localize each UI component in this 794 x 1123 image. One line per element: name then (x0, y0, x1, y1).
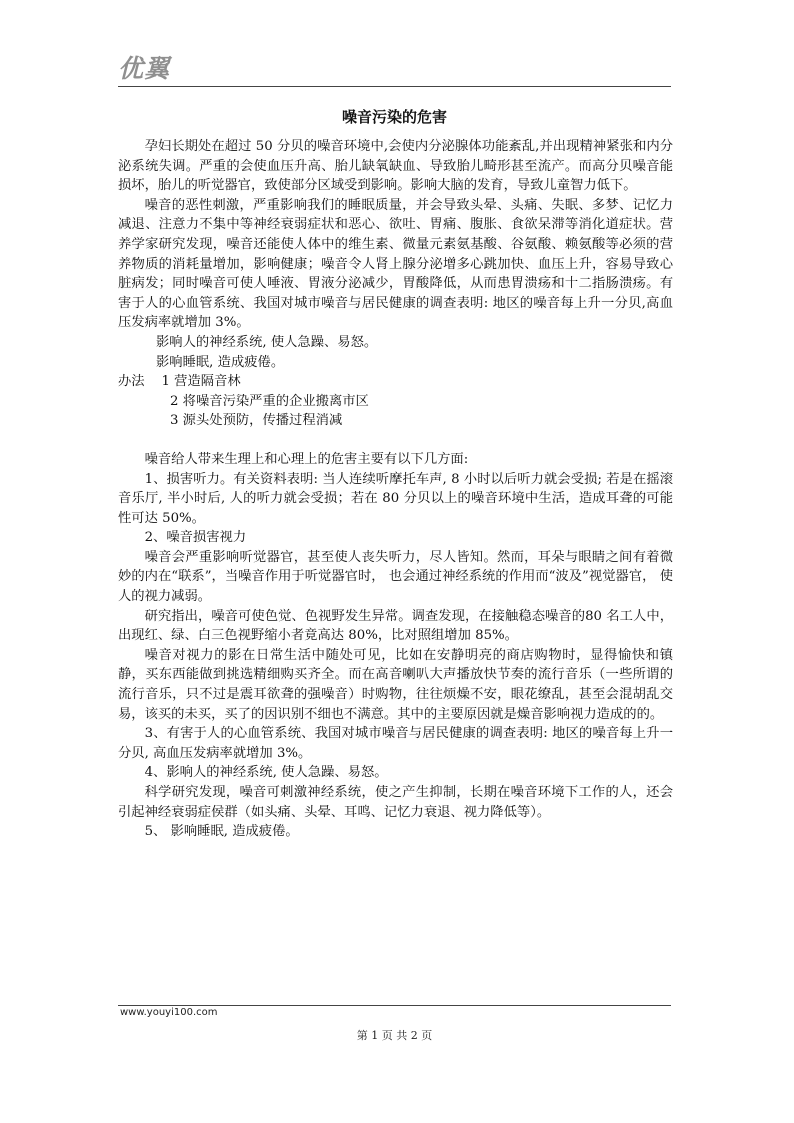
blank-line (118, 431, 673, 450)
paragraph-sleep-health: 噪音的恶性刺激，严重影响我们的睡眠质量，并会导致头晕、头痛、失眠、多梦、记忆力减退、注意力不集中等神经衰弱症状和恶心、欲吐、胃痛、腹胀、食欲呆滞等消化道症状。营养学家研究发现，噪音还能使人体中的维生素、微量元素氨基酸、谷氨酸、赖氨酸等必须的营养物质的消耗量增加，影响健康；噪音令人肾上腺分泌增多心跳加快、血压上升，容易导致心脏病发；同时噪音可使人唾液、胃液分泌减少，胃酸降低，从而患胃溃疡和十二指肠溃疡。有害于人的心血管系统、我国对城市噪音与居民健康的调查表明: 地区的噪音每上升一分贝,高血压发病率就增加 3%。 (118, 197, 673, 331)
paragraph-intro-harms: 噪音给人带来生理上和心理上的危害主要有以下几方面: (144, 451, 469, 467)
page-header (118, 52, 671, 87)
paragraph-nervous: 4、影响人的神经系统, 使人急躁、易怒。 (144, 765, 388, 781)
paragraph-vision-2: 研究指出，噪音可使色觉、色视野发生异常。调查发现，在接触稳态噪音的80 名工人中，出现红、绿、白三色视野缩小者竟高达 80%，比对照组增加 85%。 (118, 608, 673, 644)
point-sleep: 影响睡眠, 造成疲倦。 (156, 354, 285, 370)
paragraph-cardiovascular: 3、有害于人的心血管系统、我国对城市噪音与居民健康的调查表明: 地区的噪音每上升一分贝, 高血压发病率就增加 3%。 (118, 726, 673, 761)
paragraph-hearing: 1、损害听力。有关资料表明: 当人连续听摩托车声, 8 小时以后听力就会受损; 若是在摇滚音乐厅, 半小时后, 人的听力就会受损；若在 80 分贝以上的噪音环境中生活，造成耳聋的可能性可达 50%。 (118, 471, 673, 526)
youyi-logo: 优翼 (118, 54, 171, 83)
paragraph-pregnancy: 孕妇长期处在超过 50 分贝的噪音环境中,会使内分泌腺体功能紊乱,并出现精神紧张和内分泌系统失调。严重的会使血压升高、胎儿缺氧缺血、导致胎儿畸形甚至流产。而高分贝噪音能损坏，胎儿的听觉器官，致使部分区域受到影响。影响大脑的发育，导致儿童智力低下。 (118, 139, 673, 194)
paragraph-vision-3: 噪音对视力的影在日常生活中随处可见，比如在安静明亮的商店购物时，显得愉快和镇静，买东西能做到挑选精细购买齐全。而在高音喇叭大声播放快节奏的流行音乐（一些所谓的流行音乐，只不过是震耳欲聋的强噪音）时购物，往往烦燥不安，眼花缭乱，甚至会混胡乱交易，该买的未买，买了的因识别不细也不满意。其中的主要原因就是燥音影响视力造成的的。 (118, 647, 673, 722)
footer-url: www.youyi100.com (120, 1007, 218, 1018)
method-item-2: 2 将噪音污染严重的企业搬离市区 (170, 393, 369, 409)
footer-divider (118, 1005, 671, 1006)
method-item-1: 办法 1 营造隔音林 (118, 374, 241, 390)
paragraph-sleep-fatigue: 5、 影响睡眠, 造成疲倦。 (144, 824, 299, 840)
method-item-3: 3 源头处预防，传播过程消减 (170, 413, 343, 429)
page-number: 第 1 页 共 2 页 (356, 1029, 433, 1042)
document-body (118, 137, 673, 842)
paragraph-research: 科学研究发现，噪音可刺激神经系统，使之产生抑制，长期在噪音环境下工作的人，还会引起神经衰弱症侯群（如头痛、头晕、耳鸣、记忆力衰退、视力降低等）。 (118, 785, 673, 820)
paragraph-vision-1: 噪音会严重影响听觉器官，甚至使人丧失听力，尽人皆知。然而，耳朵与眼睛之间有着微妙的内在“联系”，当噪音作用于听觉器官时， 也会通过神经系统的作用而“波及”视觉器官， 使人的视力减弱。 (118, 549, 673, 605)
point-nervous-system: 影响人的神经系统, 使人急躁、易怒。 (156, 334, 378, 350)
document-title: 噪音污染的危害 (341, 108, 447, 126)
heading-vision: 2、噪音损害视力 (144, 530, 247, 546)
